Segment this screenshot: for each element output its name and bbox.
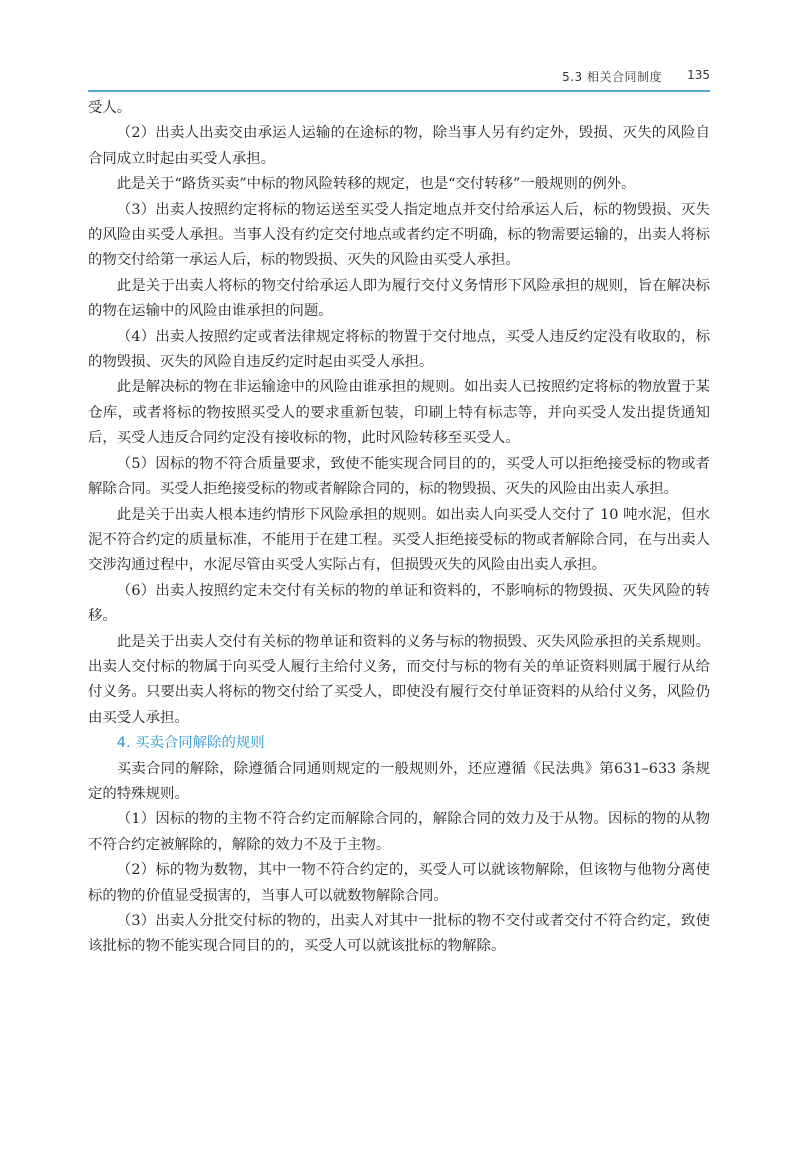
paragraph: （6）出卖人按照约定未交付有关标的物的单证和资料的，不影响标的物毁损、灭失风险的转移。 <box>88 582 710 625</box>
paragraph: （3）出卖人分批交付标的物的，出卖人对其中一批标的物不交付或者交付不符合约定，致使该批标的物不能实现合同目的的，买受人可以就该批标的物解除。 <box>88 913 710 955</box>
paragraph: 此是关于出卖人将标的物交付给承运人即为履行交付义务情形下风险承担的规则，旨在解决标的物在运输中的风险由谁承担的问题。 <box>88 277 710 320</box>
header-rule <box>88 90 710 92</box>
paragraph: 此是关于出卖人根本违约情形下风险承担的规则。如出卖人向买受人交付了 10 吨水泥，但水泥不符合约定的质量标准，不能用于在建工程。买受人拒绝接受标的物或者解除合同，在与出卖人交涉沟通过程中，水泥尽管由买受人实际占有，但损毁灭失的风险由出卖人承担。 <box>88 506 710 574</box>
page-number: 135 <box>687 68 710 82</box>
paragraph: 此是关于出卖人交付有关标的物单证和资料的义务与标的物损毁、灭失风险承担的关系规则。出卖人交付标的物属于向买受人履行主给付义务，而交付与标的物有关的单证资料则属于履行从给付义务。只要出卖人将标的物交付给了买受人，即使没有履行交付单证资料的从给付义务，风险仍由买受人承担。 <box>88 633 710 726</box>
paragraph: （4）出卖人按照约定或者法律规定将标的物置于交付地点，买受人违反约定没有收取的，标的物毁损、灭失的风险自违反约定时起由买受人承担。 <box>88 328 710 371</box>
paragraph: 买卖合同的解除，除遵循合同通则规定的一般规则外，还应遵循《民法典》第631–633 条规定的特殊规则。 <box>88 760 710 802</box>
section-heading: 4. 买卖合同解除的规则 <box>116 735 265 752</box>
paragraph: （2）出卖人出卖交由承运人运输的在途标的物，除当事人另有约定外，毁损、灭失的风险自合同成立时起由买受人承担。 <box>88 125 710 167</box>
paragraph: （1）因标的物的主物不符合约定而解除合同的，解除合同的效力及于从物。因标的物的从物不符合约定被解除的，解除的效力不及于主物。 <box>88 811 710 853</box>
paragraph: 受人。 <box>88 100 132 116</box>
running-header <box>88 66 710 88</box>
section-title: 5.3 相关合同制度 <box>562 70 662 84</box>
paragraph: （3）出卖人按照约定将标的物运送至买受人指定地点并交付给承运人后，标的物毁损、灭失的风险由买受人承担。当事人没有约定交付地点或者约定不明确，标的物需要运输的，出卖人将标的物交付给第一承运人后，标的物毁损、灭失的风险由买受人承担。 <box>88 201 710 269</box>
paragraph: （5）因标的物不符合质量要求，致使不能实现合同目的的，买受人可以拒绝接受标的物或者解除合同。买受人拒绝接受标的物或者解除合同的，标的物毁损、灭失的风险由出卖人承担。 <box>88 455 710 498</box>
page-body <box>88 96 710 960</box>
paragraph: （2）标的物为数物，其中一物不符合约定的，买受人可以就该物解除，但该物与他物分离使标的物的价值显受损害的，当事人可以就数物解除合同。 <box>88 862 710 904</box>
paragraph: 此是解决标的物在非运输途中的风险由谁承担的规则。如出卖人已按照约定将标的物放置于某仓库，或者将标的物按照买受人的要求重新包装，印刷上特有标志等，并向买受人发出提货通知后，买受人违反合同约定没有接收标的物，此时风险转移至买受人。 <box>88 379 710 447</box>
paragraph: 此是关于“路货买卖”中标的物风险转移的规定，也是“交付转移”一般规则的例外。 <box>116 176 636 193</box>
